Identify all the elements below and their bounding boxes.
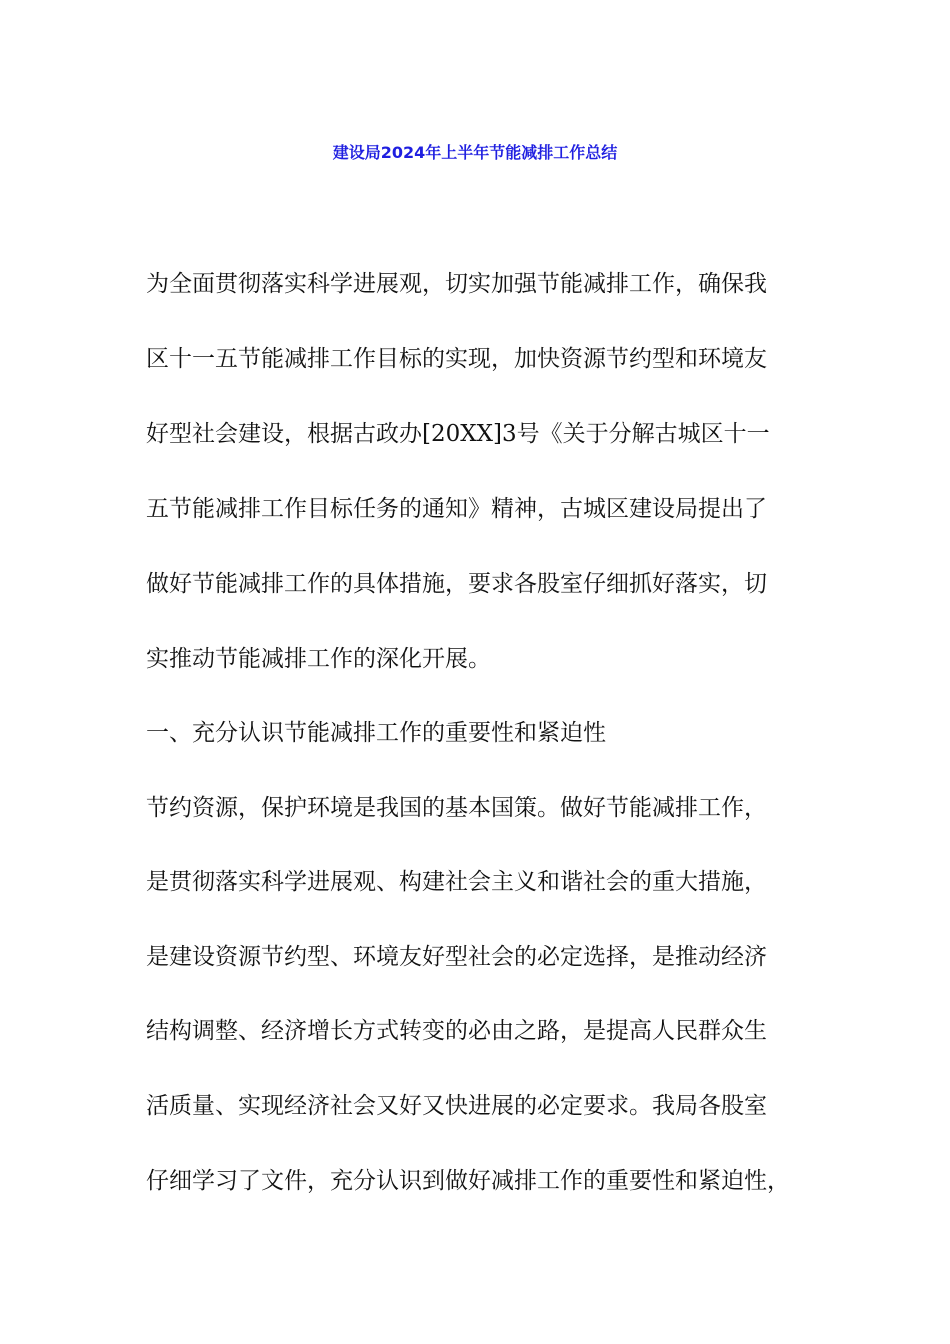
body-line: 做好节能减排工作的具体措施，要求各股室仔细抓好落实，切 (146, 571, 767, 597)
body-line: 活质量、实现经济社会又好又快进展的必定要求。我局各股室 (146, 1093, 767, 1119)
body-line: 实推动节能减排工作的深化开展。 (146, 646, 491, 672)
section-heading: 一、充分认识节能减排工作的重要性和紧迫性 (146, 720, 606, 746)
body-line: 节约资源，保护环境是我国的基本国策。做好节能减排工作， (146, 795, 767, 821)
body-line: 结构调整、经济增长方式转变的必由之路，是提高人民群众生 (146, 1018, 767, 1044)
body-line: 五节能减排工作目标任务的通知》精神，古城区建设局提出了 (146, 496, 767, 522)
document-title: 建设局2024年上半年节能减排工作总结 (332, 143, 618, 162)
body-line: 好型社会建设，根据古政办[20XX]3号《关于分解古城区十一 (146, 421, 770, 447)
body-line: 是建设资源节约型、环境友好型社会的必定选择，是推动经济 (146, 944, 767, 970)
body-line: 是贯彻落实科学进展观、构建社会主义和谐社会的重大措施， (146, 869, 767, 895)
body-line: 区十一五节能减排工作目标的实现，加快资源节约型和环境友 (146, 346, 767, 372)
body-line: 仔细学习了文件，充分认识到做好减排工作的重要性和紧迫性， (146, 1168, 790, 1194)
body-line: 为全面贯彻落实科学进展观，切实加强节能减排工作，确保我 (146, 271, 767, 297)
